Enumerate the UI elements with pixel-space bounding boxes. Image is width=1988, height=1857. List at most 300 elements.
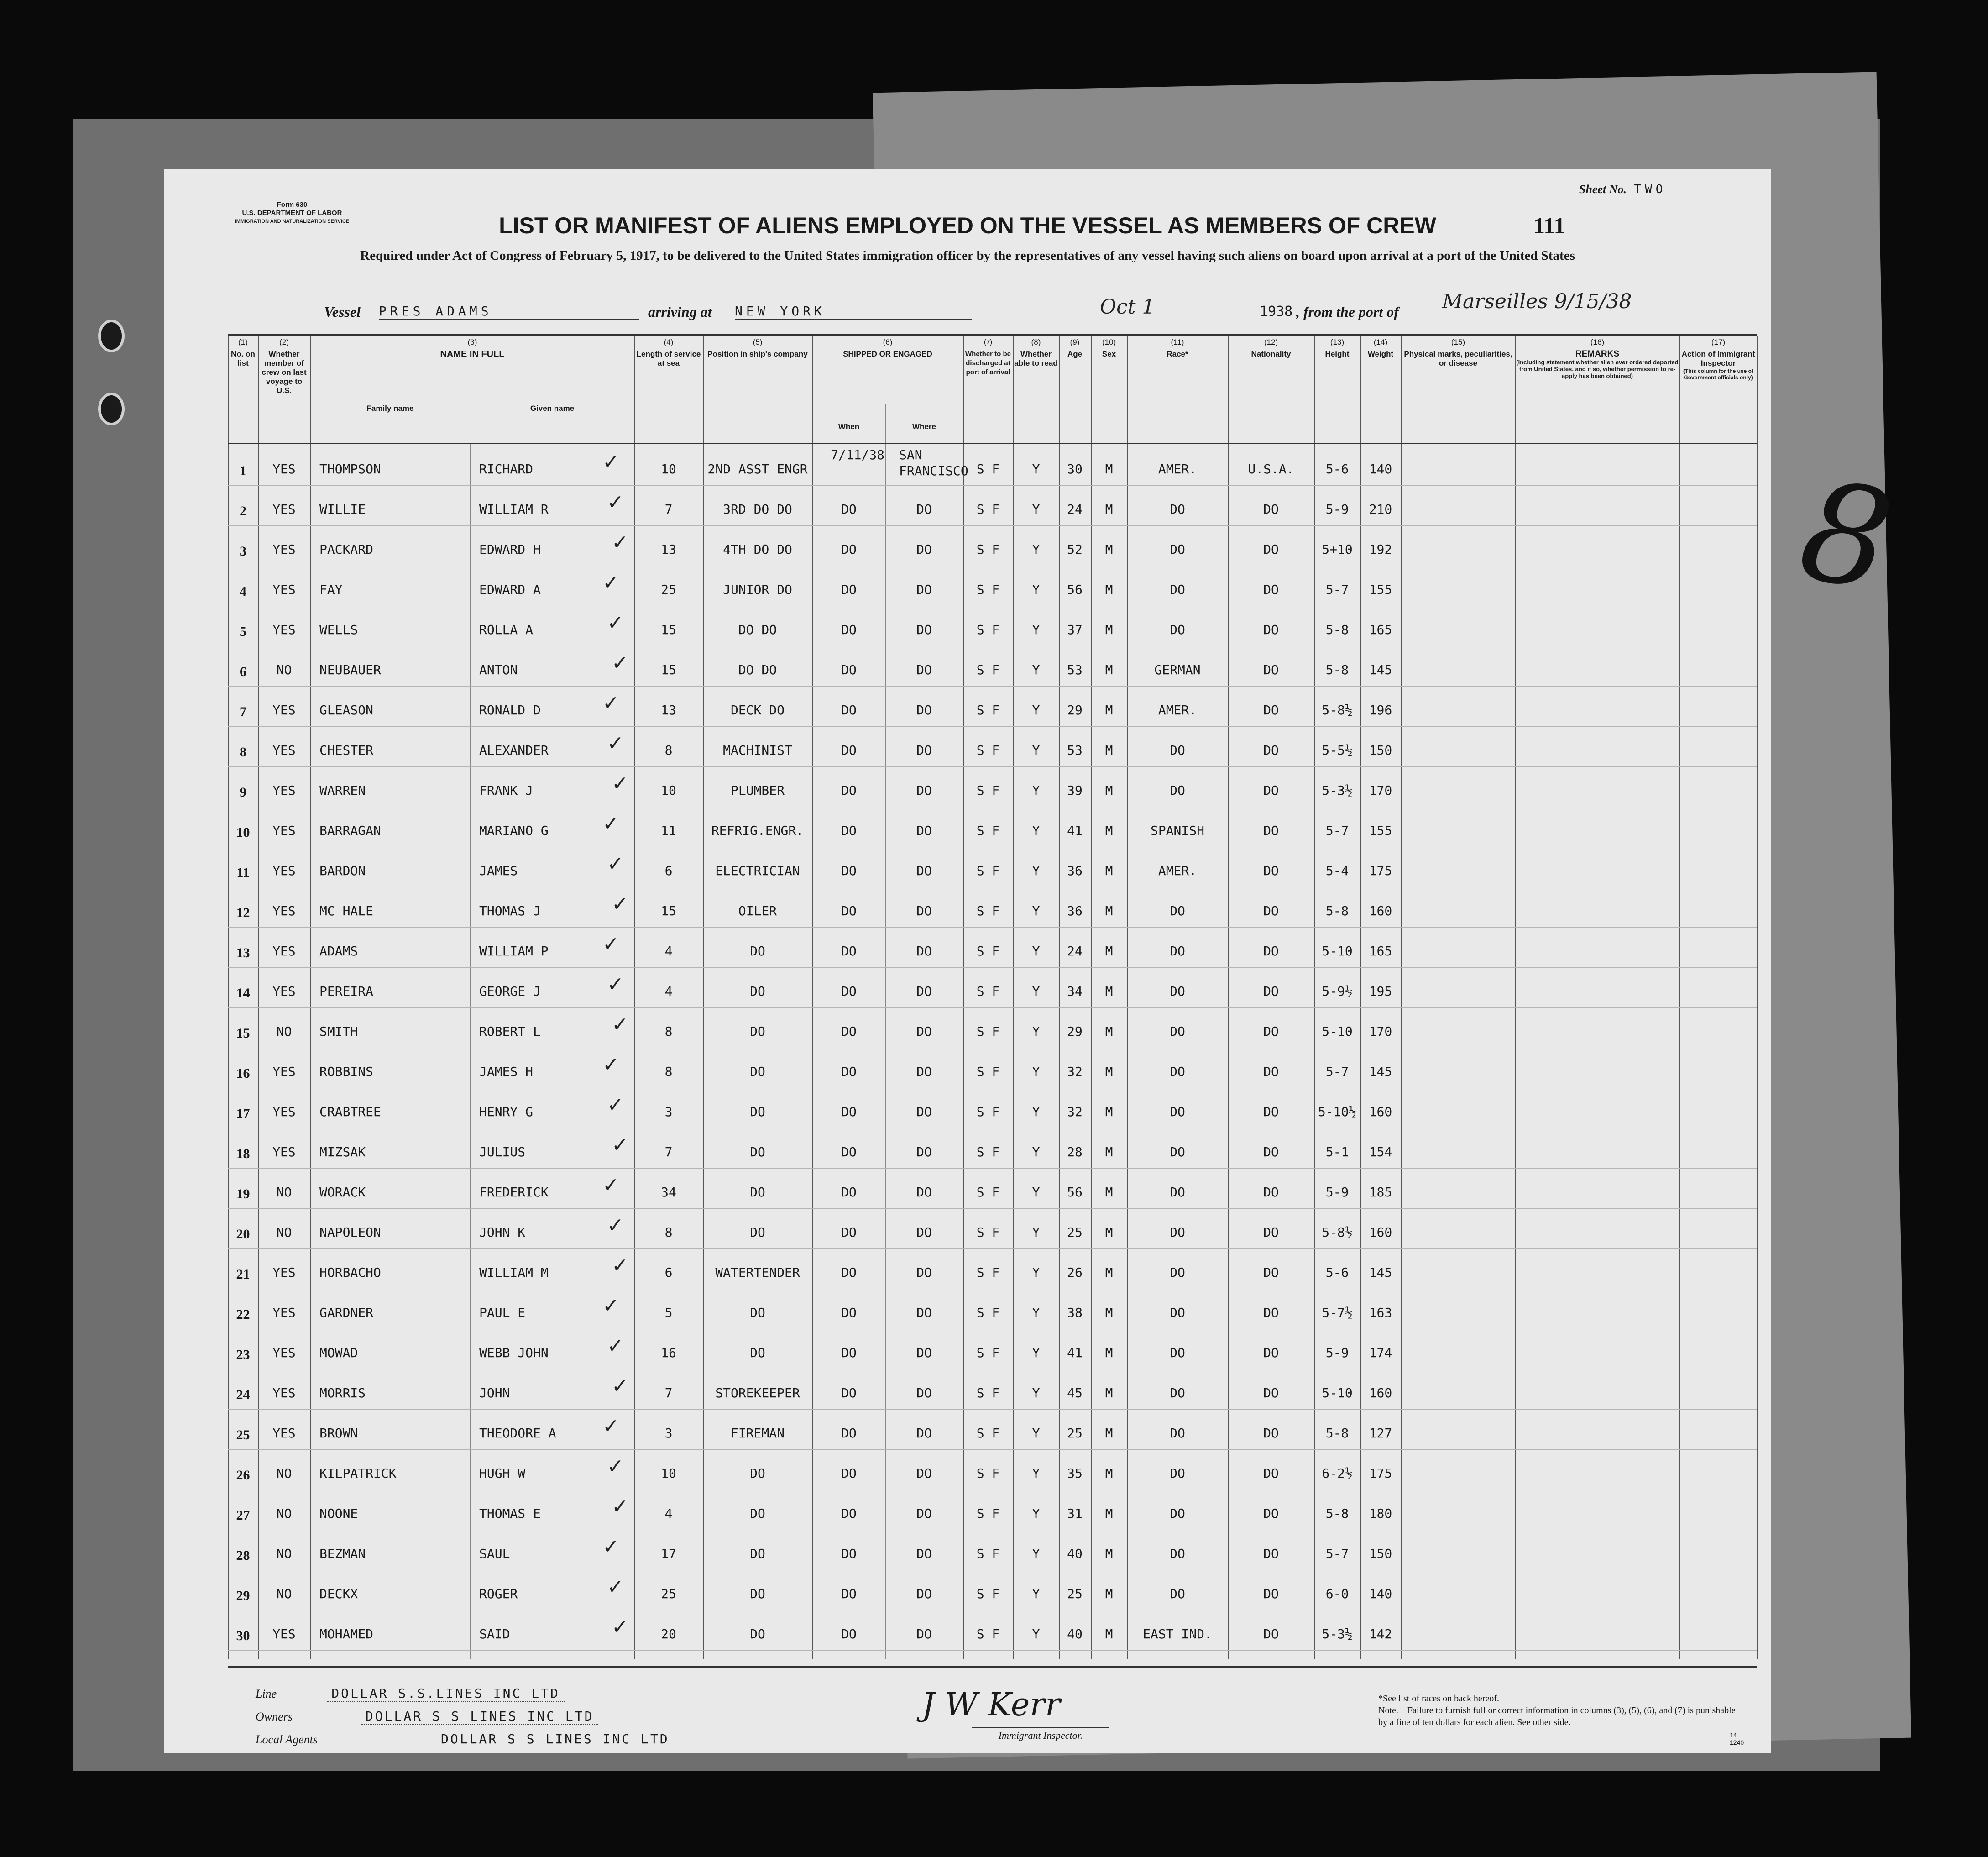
cell-nat: DO — [1263, 1185, 1279, 1200]
cell-when: DO — [841, 1506, 857, 1521]
cell-position: REFRIG.ENGR. — [711, 823, 804, 838]
cell-nat: DO — [1263, 1466, 1279, 1481]
col-head-service: (4) Length of service at sea — [636, 338, 701, 367]
table-row — [228, 766, 1757, 807]
cell-prev: NO — [276, 1466, 292, 1481]
cell-position: DO — [750, 1466, 765, 1481]
cell-prev: YES — [272, 903, 296, 918]
cell-height: 5+10 — [1322, 542, 1353, 557]
cell-given: MARIANO G — [479, 823, 549, 838]
cell-no: 16 — [236, 1066, 250, 1081]
cell-where: DO — [916, 903, 932, 918]
cell-service: 13 — [661, 703, 676, 718]
cell-where: DO — [916, 582, 932, 597]
cell-nat: DO — [1263, 542, 1279, 557]
cell-disch: S F — [976, 743, 1000, 758]
table-row — [228, 1168, 1757, 1209]
cell-where: DO — [916, 1586, 932, 1601]
cell-nat: DO — [1263, 903, 1279, 918]
cell-age: 28 — [1067, 1144, 1083, 1159]
cell-sex: M — [1105, 1426, 1113, 1441]
cell-family: WELLS — [319, 622, 358, 637]
cell-prev: YES — [272, 783, 296, 798]
cell-when: DO — [841, 743, 857, 758]
manifest-footer — [228, 1666, 1757, 1750]
inspector-label: Immigrant Inspector. — [972, 1727, 1109, 1742]
cell-read: Y — [1032, 1626, 1040, 1642]
cell-disch: S F — [976, 1104, 1000, 1119]
cell-when: DO — [841, 1345, 857, 1360]
cell-sex: M — [1105, 1305, 1113, 1320]
cell-weight: 174 — [1369, 1345, 1392, 1360]
cell-given: EDWARD A — [479, 582, 541, 597]
margin-handwritten-mark: 8 — [1789, 450, 1903, 622]
cell-no: 6 — [240, 664, 246, 679]
cell-weight: 145 — [1369, 1265, 1392, 1280]
cell-race: DO — [1170, 1104, 1185, 1119]
cell-age: 32 — [1067, 1064, 1083, 1079]
cell-position: DO — [750, 1506, 765, 1521]
cell-given: GEORGE J — [479, 984, 541, 999]
cell-height: 5-9 — [1325, 1185, 1349, 1200]
cell-height: 5-10 — [1322, 1024, 1353, 1039]
cell-prev: YES — [272, 1104, 296, 1119]
check-mark-icon: ✓ — [612, 1374, 628, 1398]
cell-nat: DO — [1263, 1024, 1279, 1039]
row1-shipped-where-line2: FRANCISCO — [899, 463, 968, 478]
cell-family: ADAMS — [319, 944, 358, 959]
cell-sex: M — [1105, 1064, 1113, 1079]
cell-sex: M — [1105, 1024, 1113, 1039]
cell-where: DO — [916, 863, 932, 878]
cell-age: 24 — [1067, 502, 1083, 517]
cell-no: 7 — [240, 704, 246, 719]
cell-weight: 165 — [1369, 944, 1392, 959]
cell-read: Y — [1032, 1104, 1040, 1119]
cell-given: EDWARD H — [479, 542, 541, 557]
cell-family: MC HALE — [319, 903, 374, 918]
cell-prev: YES — [272, 582, 296, 597]
col-head-inspector-action: (17) Action of Immigrant Inspector (This column for the use of Government officials only) — [1681, 338, 1755, 381]
cell-age: 40 — [1067, 1626, 1083, 1642]
cell-when: DO — [841, 1064, 857, 1079]
arrival-year: 1938 — [1260, 304, 1293, 320]
cell-read: Y — [1032, 1024, 1040, 1039]
cell-when: DO — [841, 622, 857, 637]
cell-age: 25 — [1067, 1225, 1083, 1240]
cell-height: 5-8 — [1325, 1506, 1349, 1521]
table-row — [228, 1409, 1757, 1450]
col-head-nationality: (12) Nationality — [1251, 338, 1291, 358]
check-mark-icon: ✓ — [607, 1455, 624, 1478]
cell-no: 14 — [236, 986, 250, 1001]
cell-sex: M — [1105, 1466, 1113, 1481]
cell-disch: S F — [976, 1466, 1000, 1481]
cell-sex: M — [1105, 542, 1113, 557]
cell-sex: M — [1105, 1626, 1113, 1642]
cell-weight: 127 — [1369, 1426, 1392, 1441]
owners-field: Owners DOLLAR S S LINES INC LTD — [256, 1709, 598, 1724]
cell-no: 30 — [236, 1628, 250, 1643]
cell-when: DO — [841, 1546, 857, 1561]
cell-service: 5 — [664, 1305, 673, 1320]
cell-service: 15 — [661, 662, 676, 677]
cell-when: DO — [841, 1265, 857, 1280]
cell-family: WORACK — [319, 1185, 366, 1200]
cell-age: 31 — [1067, 1506, 1083, 1521]
cell-read: Y — [1032, 1144, 1040, 1159]
cell-read: Y — [1032, 582, 1040, 597]
cell-race: AMER. — [1158, 703, 1197, 718]
cell-when: DO — [841, 502, 857, 517]
cell-prev: YES — [272, 1144, 296, 1159]
cell-given: JOHN K — [479, 1225, 526, 1240]
cell-race: DO — [1170, 1064, 1185, 1079]
cell-age: 53 — [1067, 662, 1083, 677]
cell-disch: S F — [976, 622, 1000, 637]
cell-position: DO — [750, 1104, 765, 1119]
cell-read: Y — [1032, 1185, 1040, 1200]
cell-age: 25 — [1067, 1586, 1083, 1601]
cell-read: Y — [1032, 1546, 1040, 1561]
check-mark-icon: ✓ — [612, 892, 628, 916]
cell-height: 5-5½ — [1322, 743, 1353, 758]
cell-where: DO — [916, 1345, 932, 1360]
cell-prev: YES — [272, 1626, 296, 1642]
cell-height: 5-7 — [1325, 1064, 1349, 1079]
cell-position: DO — [750, 1024, 765, 1039]
cell-when: DO — [841, 783, 857, 798]
cell-nat: DO — [1263, 743, 1279, 758]
cell-nat: DO — [1263, 783, 1279, 798]
cell-prev: YES — [272, 1064, 296, 1079]
table-row — [228, 1088, 1757, 1128]
cell-service: 3 — [664, 1104, 673, 1119]
cell-when: DO — [841, 1104, 857, 1119]
cell-given: WILLIAM R — [479, 502, 549, 517]
cell-when: DO — [841, 1426, 857, 1441]
table-row — [228, 1208, 1757, 1249]
cell-position: MACHINIST — [723, 743, 792, 758]
cell-race: EAST IND. — [1143, 1626, 1212, 1642]
cell-read: Y — [1032, 662, 1040, 677]
cell-age: 53 — [1067, 743, 1083, 758]
inspector-signature: J W Kerr — [922, 1686, 1061, 1723]
cell-no: 26 — [236, 1468, 250, 1483]
check-mark-icon: ✓ — [607, 1093, 624, 1117]
cell-position: WATERTENDER — [715, 1265, 800, 1280]
cell-family: HORBACHO — [319, 1265, 381, 1280]
cell-weight: 145 — [1369, 662, 1392, 677]
cell-prev: NO — [276, 1546, 292, 1561]
cell-race: DO — [1170, 1546, 1185, 1561]
table-row — [228, 1007, 1757, 1048]
cell-no: 24 — [236, 1387, 250, 1402]
cell-sex: M — [1105, 502, 1113, 517]
cell-weight: 140 — [1369, 1586, 1392, 1601]
cell-age: 56 — [1067, 582, 1083, 597]
cell-no: 2 — [240, 504, 246, 519]
cell-prev: YES — [272, 984, 296, 999]
cell-sex: M — [1105, 662, 1113, 677]
cell-height: 5-10 — [1322, 944, 1353, 959]
cell-disch: S F — [976, 1024, 1000, 1039]
cell-weight: 154 — [1369, 1144, 1392, 1159]
cell-height: 5-8½ — [1322, 703, 1353, 718]
cell-position: 4TH DO DO — [723, 542, 792, 557]
cell-sex: M — [1105, 1265, 1113, 1280]
vessel-label: Vessel — [324, 304, 361, 320]
cell-position: JUNIOR DO — [723, 582, 792, 597]
cell-race: DO — [1170, 1506, 1185, 1521]
cell-where: DO — [916, 1024, 932, 1039]
cell-where: DO — [916, 823, 932, 838]
cell-height: 5-10 — [1322, 1385, 1353, 1401]
cell-given: ROBERT L — [479, 1024, 541, 1039]
cell-height: 5-1 — [1325, 1144, 1349, 1159]
cell-height: 5-7½ — [1322, 1305, 1353, 1320]
cell-read: Y — [1032, 984, 1040, 999]
check-mark-icon: ✓ — [607, 1214, 624, 1237]
check-mark-icon: ✓ — [607, 491, 624, 514]
cell-nat: DO — [1263, 1305, 1279, 1320]
col-head-previous-voyage: (2) Whether member of crew on last voyage to U.S. — [262, 338, 307, 395]
cell-prev: YES — [272, 542, 296, 557]
cell-prev: YES — [272, 944, 296, 959]
line-field: Line DOLLAR S.S.LINES INC LTD — [256, 1686, 565, 1701]
table-row — [228, 1610, 1757, 1651]
col-head-race: (11) Race* — [1167, 338, 1188, 358]
cell-when: DO — [841, 1185, 857, 1200]
cell-service: 6 — [664, 1265, 673, 1280]
cell-service: 6 — [664, 863, 673, 878]
col-head-weight: (14) Weight — [1367, 338, 1394, 358]
cell-sex: M — [1105, 1185, 1113, 1200]
cell-race: DO — [1170, 1225, 1185, 1240]
cell-nat: DO — [1263, 984, 1279, 999]
cell-disch: S F — [976, 1426, 1000, 1441]
cell-disch: S F — [976, 542, 1000, 557]
cell-nat: DO — [1263, 863, 1279, 878]
cell-service: 8 — [664, 743, 673, 758]
cell-nat: DO — [1263, 582, 1279, 597]
cell-sex: M — [1105, 783, 1113, 798]
table-row — [228, 1490, 1757, 1530]
cell-given: WEBB JOHN — [479, 1345, 549, 1360]
cell-nat: DO — [1263, 1345, 1279, 1360]
cell-read: Y — [1032, 1064, 1040, 1079]
cell-disch: S F — [976, 662, 1000, 677]
cell-given: THEODORE A — [479, 1426, 556, 1441]
cell-when: DO — [841, 1144, 857, 1159]
cell-weight: 192 — [1369, 542, 1392, 557]
arriving-port: NEW YORK — [735, 304, 972, 320]
cell-where: DO — [916, 1265, 932, 1280]
table-row — [228, 1048, 1757, 1088]
cell-age: 36 — [1067, 903, 1083, 918]
cell-position: DO — [750, 1305, 765, 1320]
sheet-number — [1579, 183, 1666, 196]
cell-race: DO — [1170, 1265, 1185, 1280]
sheet-label: Sheet No. — [1579, 183, 1627, 196]
cell-family: CHESTER — [319, 743, 374, 758]
cell-where: DO — [916, 1626, 932, 1642]
cell-nat: DO — [1263, 1626, 1279, 1642]
cell-prev: YES — [272, 823, 296, 838]
cell-prev: YES — [272, 622, 296, 637]
cell-sex: M — [1105, 1586, 1113, 1601]
cell-where: DO — [916, 703, 932, 718]
cell-service: 8 — [664, 1024, 673, 1039]
table-row — [228, 566, 1757, 606]
cell-given: JULIUS — [479, 1144, 526, 1159]
cell-race: DO — [1170, 622, 1185, 637]
col-subhead-family: Family name — [366, 404, 414, 413]
cell-where: DO — [916, 1506, 932, 1521]
cell-where: DO — [916, 1104, 932, 1119]
check-mark-icon: ✓ — [607, 1334, 624, 1358]
cell-family: NAPOLEON — [319, 1225, 381, 1240]
col-subhead-when: When — [838, 422, 860, 431]
cell-position: DO — [750, 984, 765, 999]
table-row — [228, 1369, 1757, 1410]
cell-family: MORRIS — [319, 1385, 366, 1401]
cell-race: DO — [1170, 1426, 1185, 1441]
cell-service: 4 — [664, 944, 673, 959]
cell-service: 17 — [661, 1546, 676, 1561]
col-head-shipped: (6) SHIPPED OR ENGAGED — [843, 338, 932, 358]
cell-weight: 195 — [1369, 984, 1392, 999]
cell-age: 41 — [1067, 1345, 1083, 1360]
cell-service: 16 — [661, 1345, 676, 1360]
cell-sex: M — [1105, 863, 1113, 878]
check-mark-icon: ✓ — [612, 1254, 628, 1277]
cell-read: Y — [1032, 743, 1040, 758]
cell-given: WILLIAM P — [479, 944, 549, 959]
cell-family: MOHAMED — [319, 1626, 374, 1642]
cell-no: 3 — [240, 544, 246, 559]
check-mark-icon: ✓ — [602, 571, 619, 594]
col-head-no: (1) No. on list — [231, 338, 255, 367]
cell-height: 5-8 — [1325, 622, 1349, 637]
page-number: 111 — [1533, 213, 1565, 238]
cell-race: DO — [1170, 944, 1185, 959]
cell-position: DECK DO — [730, 703, 785, 718]
service-name: IMMIGRATION AND NATURALIZATION SERVICE — [235, 219, 350, 224]
cell-sex: M — [1105, 743, 1113, 758]
cell-when: DO — [841, 662, 857, 677]
cell-service: 10 — [661, 783, 676, 798]
cell-family: MIZSAK — [319, 1144, 366, 1159]
cell-sex: M — [1105, 582, 1113, 597]
cell-nat: DO — [1263, 1265, 1279, 1280]
cell-given: ROGER — [479, 1586, 518, 1601]
cell-age: 29 — [1067, 1024, 1083, 1039]
cell-no: 8 — [240, 745, 246, 760]
cell-disch: S F — [976, 823, 1000, 838]
cell-race: DO — [1170, 743, 1185, 758]
cell-when: DO — [841, 1626, 857, 1642]
cell-nat: DO — [1263, 1546, 1279, 1561]
cell-when: DO — [841, 542, 857, 557]
cell-family: BROWN — [319, 1426, 358, 1441]
cell-sex: M — [1105, 1345, 1113, 1360]
check-mark-icon: ✓ — [602, 933, 619, 956]
vessel-line — [324, 290, 1762, 326]
cell-height: 5-9½ — [1322, 984, 1353, 999]
cell-service: 11 — [661, 823, 676, 838]
table-row — [228, 686, 1757, 727]
cell-prev: YES — [272, 462, 296, 477]
cell-where: DO — [916, 622, 932, 637]
cell-race: DO — [1170, 582, 1185, 597]
cell-nat: DO — [1263, 1426, 1279, 1441]
cell-disch: S F — [976, 462, 1000, 477]
page-subtitle: Required under Act of Congress of February 5, 1917, to be delivered to the United States immigration officer by the representatives of any vessel having such aliens on board upon arrival at a port of the United States — [360, 248, 1575, 263]
cell-family: PACKARD — [319, 542, 374, 557]
cell-disch: S F — [976, 1225, 1000, 1240]
cell-age: 26 — [1067, 1265, 1083, 1280]
table-row — [228, 1128, 1757, 1169]
cell-sex: M — [1105, 1506, 1113, 1521]
cell-no: 21 — [236, 1267, 250, 1282]
cell-when: DO — [841, 1466, 857, 1481]
cell-where: DO — [916, 1305, 932, 1320]
cell-disch: S F — [976, 1265, 1000, 1280]
cell-position: OILER — [738, 903, 777, 918]
cell-where: DO — [916, 1466, 932, 1481]
cell-sex: M — [1105, 1546, 1113, 1561]
cell-disch: S F — [976, 1064, 1000, 1079]
table-row — [228, 606, 1757, 646]
cell-weight: 210 — [1369, 502, 1392, 517]
cell-race: AMER. — [1158, 462, 1197, 477]
cell-read: Y — [1032, 703, 1040, 718]
cell-prev: NO — [276, 1586, 292, 1601]
cell-family: CRABTREE — [319, 1104, 381, 1119]
cell-family: BEZMAN — [319, 1546, 366, 1561]
cell-read: Y — [1032, 502, 1040, 517]
row1-shipped-where-line1: SAN — [899, 447, 922, 462]
cell-service: 25 — [661, 582, 676, 597]
cell-disch: S F — [976, 1385, 1000, 1401]
cell-given: FREDERICK — [479, 1185, 549, 1200]
crew-table — [228, 334, 1757, 1659]
cell-weight: 155 — [1369, 582, 1392, 597]
cell-nat: DO — [1263, 944, 1279, 959]
cell-where: DO — [916, 1426, 932, 1441]
cell-prev: YES — [272, 1345, 296, 1360]
cell-given: FRANK J — [479, 783, 534, 798]
cell-position: 3RD DO DO — [723, 502, 792, 517]
cell-position: STOREKEEPER — [715, 1385, 800, 1401]
cell-disch: S F — [976, 1586, 1000, 1601]
check-mark-icon: ✓ — [602, 1535, 619, 1558]
cell-sex: M — [1105, 984, 1113, 999]
cell-age: 40 — [1067, 1546, 1083, 1561]
cell-age: 41 — [1067, 823, 1083, 838]
cell-prev: YES — [272, 1265, 296, 1280]
cell-family: BARDON — [319, 863, 366, 878]
form-code: 14—1240 — [1730, 1731, 1744, 1746]
col-head-age: (9) Age — [1067, 338, 1083, 358]
table-row — [228, 887, 1757, 928]
page-title: LIST OR MANIFEST OF ALIENS EMPLOYED ON THE VESSEL AS MEMBERS OF CREW — [499, 213, 1436, 238]
cell-service: 34 — [661, 1185, 676, 1200]
cell-race: SPANISH — [1150, 823, 1204, 838]
cell-no: 11 — [236, 865, 250, 880]
check-mark-icon: ✓ — [607, 1575, 624, 1599]
